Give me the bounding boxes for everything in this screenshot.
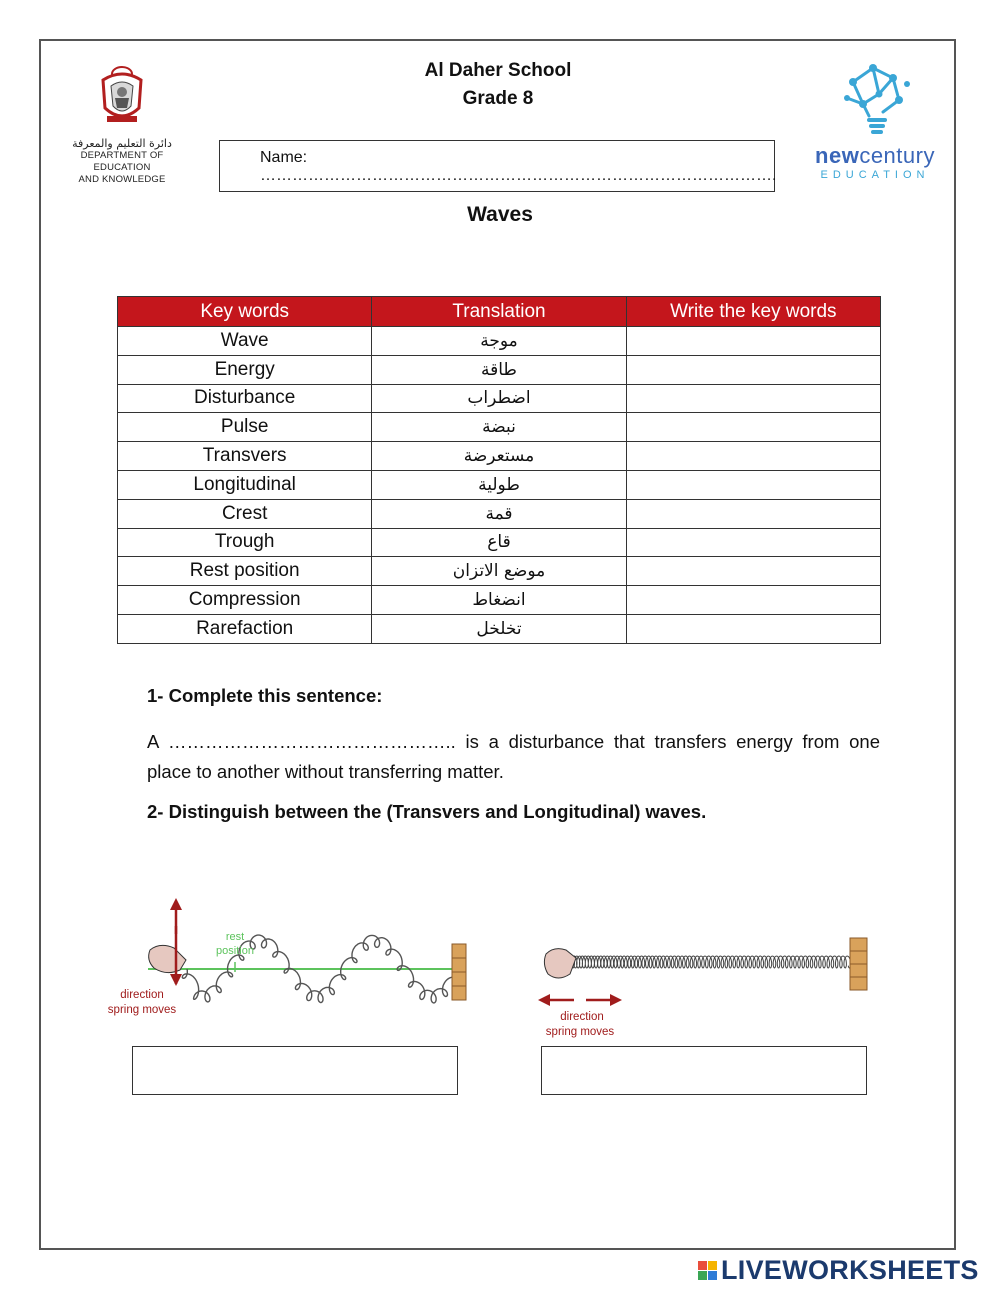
translation-cell: قمة	[372, 499, 626, 528]
table-row	[118, 470, 881, 499]
answer-cell[interactable]	[626, 413, 880, 442]
logo-brand-text: newcentury	[815, 143, 935, 168]
answer-cell[interactable]	[626, 470, 880, 499]
hand-icon	[149, 945, 186, 972]
answer-cell[interactable]	[626, 586, 880, 615]
table-row	[118, 413, 881, 442]
table-row	[118, 557, 881, 586]
school-header	[300, 57, 696, 113]
liveworksheets-brand	[698, 1255, 979, 1286]
translation-cell: موجة	[372, 327, 626, 356]
answer-cell[interactable]	[626, 327, 880, 356]
key-word-cell: Longitudinal	[118, 470, 372, 499]
rest-label-1: rest	[225, 931, 245, 943]
key-word-cell: Transvers	[118, 442, 372, 471]
key-word-cell: Trough	[118, 528, 372, 557]
translation-cell: مستعرضة	[372, 442, 626, 471]
translation-cell: طاقة	[372, 355, 626, 384]
logo-english-line-1: DEPARTMENT OF EDUCATION	[80, 150, 164, 173]
translation-cell: نبضة	[372, 413, 626, 442]
hand-icon	[544, 949, 576, 978]
direction-label-2: spring moves	[107, 1004, 177, 1016]
answer-cell[interactable]	[626, 528, 880, 557]
key-word-cell: Rest position	[118, 557, 372, 586]
table-header-row	[118, 297, 881, 327]
key-word-cell: Crest	[118, 499, 372, 528]
logo-brand-sub: EDUCATION	[820, 169, 930, 181]
translation-cell: قاع	[372, 528, 626, 557]
longitudinal-spring	[567, 956, 851, 968]
transverse-answer-box[interactable]	[132, 1046, 458, 1095]
newcentury-logo	[805, 54, 945, 181]
header-translation: Translation	[372, 297, 626, 327]
longitudinal-wave-diagram	[530, 930, 875, 1045]
translation-cell: طولية	[372, 470, 626, 499]
direction-label-1: direction	[120, 989, 164, 1001]
table-row	[118, 355, 881, 384]
direction-label-2: spring moves	[545, 1026, 615, 1038]
school-name: Al Daher School	[424, 60, 572, 81]
translation-cell: تخلخل	[372, 614, 626, 643]
key-word-cell: Disturbance	[118, 384, 372, 413]
grade-label: Grade 8	[462, 88, 534, 109]
table-row	[118, 586, 881, 615]
falcon-emblem-icon	[97, 64, 147, 130]
translation-cell: اضطراب	[372, 384, 626, 413]
answer-cell[interactable]	[626, 384, 880, 413]
header-write-key-words: Write the key words	[626, 297, 880, 327]
logo-english-line-2: AND KNOWLEDGE	[78, 174, 166, 185]
translation-cell: انضغاط	[372, 586, 626, 615]
key-word-cell: Rarefaction	[118, 614, 372, 643]
key-word-cell: Energy	[118, 355, 372, 384]
rest-label-2: position	[216, 945, 254, 957]
table-row	[118, 442, 881, 471]
header-key-words: Key words	[118, 297, 372, 327]
table-row	[118, 327, 881, 356]
answer-cell[interactable]	[626, 499, 880, 528]
question-2-title: 2- Distinguish between the (Transvers and Longitudinal) waves.	[147, 801, 707, 822]
page-title: Waves	[467, 203, 533, 226]
answer-cell[interactable]	[626, 442, 880, 471]
liveworksheets-icon	[698, 1261, 717, 1280]
keywords-table	[117, 296, 881, 644]
key-word-cell: Wave	[118, 327, 372, 356]
name-field[interactable]	[219, 140, 775, 192]
brand-text: LIVEWORKSHEETS	[721, 1255, 979, 1285]
question-1-title: 1- Complete this sentence:	[147, 685, 383, 706]
translation-cell: موضع الاتزان	[372, 557, 626, 586]
longitudinal-answer-box[interactable]	[541, 1046, 867, 1095]
answer-cell[interactable]	[626, 557, 880, 586]
network-bulb-icon	[833, 54, 917, 138]
question-1-sentence: A ……………………………………….. is a disturbance that transfers energy from one place to another without transferring matter.	[147, 731, 880, 782]
transverse-wave-diagram	[100, 890, 480, 1030]
table-row	[118, 499, 881, 528]
answer-cell[interactable]	[626, 355, 880, 384]
table-row	[118, 614, 881, 643]
name-label: Name: …………………………………………………………………………………….	[260, 149, 777, 184]
adek-logo	[56, 64, 188, 186]
key-word-cell: Compression	[118, 586, 372, 615]
logo-arabic-text: دائرة التعليم والمعرفة	[72, 137, 172, 150]
table-row	[118, 528, 881, 557]
key-word-cell: Pulse	[118, 413, 372, 442]
direction-label-1: direction	[560, 1011, 604, 1023]
table-row	[118, 384, 881, 413]
answer-cell[interactable]	[626, 614, 880, 643]
